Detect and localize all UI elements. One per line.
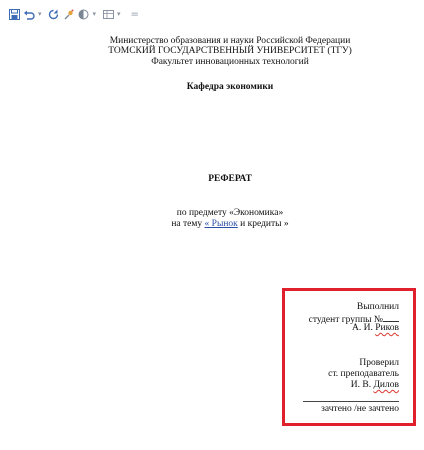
completed-label: Выполнил — [356, 302, 399, 312]
student-group-label: студент группы № — [308, 315, 383, 325]
grade-label: зачтено /не зачтено — [321, 404, 399, 414]
teacher-name-line — [351, 380, 399, 391]
report-title: РЕФЕРАТ — [208, 174, 252, 184]
table-dropdown-icon[interactable]: ▾ — [117, 10, 121, 18]
contrast-dropdown-icon[interactable]: ▾ — [92, 10, 97, 18]
group-number-blank — [383, 312, 399, 322]
teacher-surname: Дилов — [373, 380, 399, 390]
student-name-line — [352, 323, 399, 334]
student-surname: Риков — [375, 323, 399, 333]
faculty-line: Факультет инновационных технологий — [151, 57, 309, 67]
undo-dropdown-icon[interactable]: ▾ — [38, 10, 42, 18]
topic-line — [40, 219, 420, 230]
teacher-role: ст. преподаватель — [328, 369, 399, 379]
ministry-line: Министерство образования и науки Российской Федерации — [109, 36, 351, 46]
signature-block — [282, 288, 416, 426]
grade-signature-line — [303, 401, 399, 402]
subject-line: по предмету «Экономика» — [176, 208, 284, 218]
student-initials: А. И. — [352, 323, 376, 333]
customize-icon[interactable]: = — [130, 8, 139, 20]
checked-label: Проверил — [359, 358, 399, 368]
teacher-initials: И. В. — [350, 380, 374, 390]
topic-suffix: и кредиты » — [237, 219, 289, 229]
university-line: ТОМСКИЙ ГОСУДАРСТВЕННЫЙ УНИВЕРСИТЕТ (ТГУ) — [108, 46, 352, 56]
topic-link[interactable]: « Рынок — [204, 219, 238, 229]
department-heading: Кафедра экономики — [186, 82, 274, 92]
topic-prefix: на тему — [171, 219, 205, 229]
